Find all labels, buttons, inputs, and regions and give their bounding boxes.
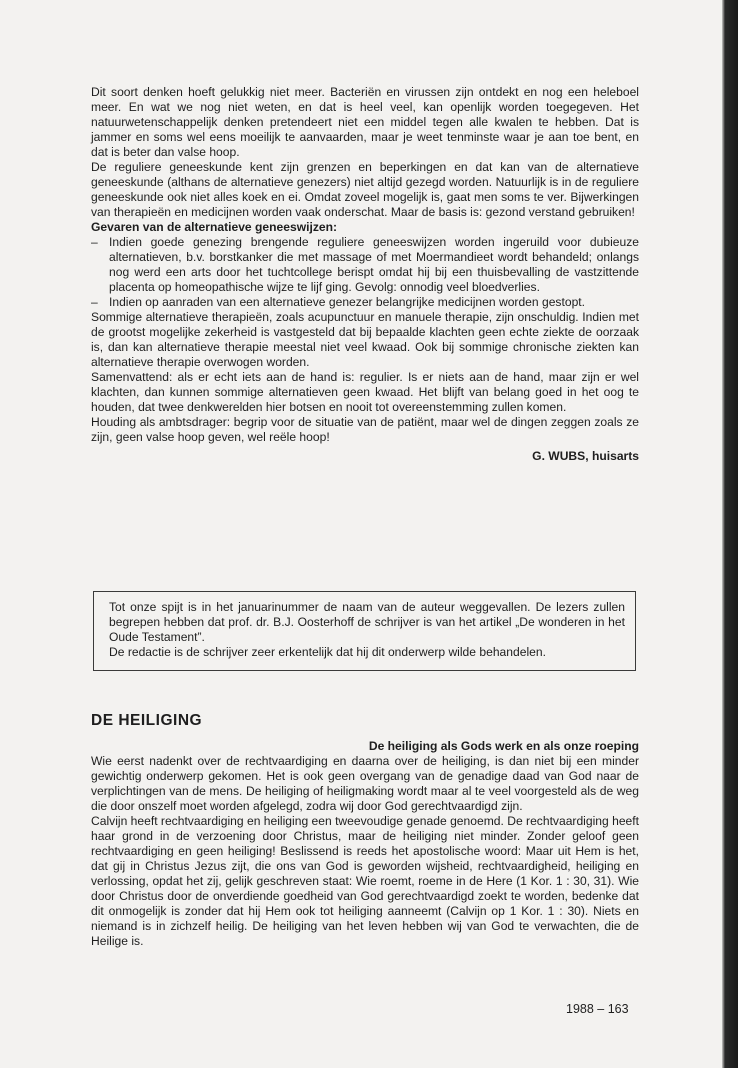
page-edge-shadow <box>722 0 738 1068</box>
list-item-text: Indien op aanraden van een alternatieve genezer belangrijke medicijnen worden gestopt. <box>109 295 586 309</box>
paragraph: Dit soort denken hoeft gelukkig niet meer. Bacteriën en virussen zijn ontdekt en nog een heleboel meer. En wat we nog niet weten, en dat is heel veel, kan openlijk worden toegegeven. Het natuurwetenschappelijk denken pretendeert niet een middel tegen alle kwalen te hebben. Dat is jammer en soms wel eens moeilijk te aanvaarden, maar je weet tenminste waar je aan toe bent, en dat is beter dan valse hoop. <box>91 85 639 159</box>
section-title: DE HEILIGING <box>91 712 203 729</box>
note-paragraph: Tot onze spijt is in het januarinummer de naam van de auteur weggevallen. De lezers zullen begrepen hebben dat prof. dr. B.J. Oosterhoff de schrijver is van het artikel „De wonderen in het Oude Testament”. <box>109 600 625 644</box>
list-dash: – <box>91 235 98 249</box>
editorial-note-box <box>93 591 636 671</box>
author-signature: G. WUBS, huisarts <box>532 449 639 463</box>
note-paragraph: De redactie is de schrijver zeer erkentelijk dat hij dit onderwerp wilde behandelen. <box>109 645 546 659</box>
paragraph: De reguliere geneeskunde kent zijn grenzen en beperkingen en dat kan van de alternatieve geneeskunde (althans de alternatieve genezers) niet altijd gezegd worden. Natuurlijk is in de reguliere geneeskunde ook niet alles koek en ei. Omdat zoveel mogelijk is, gaat men soms te ver. Bijwerkingen van therapieën en medicijnen worden vaak onderschat. Maar de basis is: gezond verstand gebruiken! <box>91 160 639 219</box>
article-sanctification <box>91 739 639 949</box>
dangers-heading: Gevaren van de alternatieve geneeswijzen: <box>91 220 338 234</box>
paragraph: Sommige alternatieve therapieën, zoals acupunctuur en manuele therapie, zijn onschuldig. Indien met de grootst mogelijke zekerheid is vastgesteld dat bij bepaalde klachten geen echte ziekte de oorzaak is, dan kan alternatieve therapie meestal niet veel kwaad. Ook bij sommige chronische ziekten kan alternatieve therapie overwogen worden. <box>91 310 639 369</box>
list-item-text: Indien goede genezing brengende reguliere geneeswijzen worden ingeruild voor dubieuze alternatieven, b.v. borstkanker die met massage of met Moermandieet wordt behandeld; onlangs nog werd een arts door het tuchtcollege berispt omdat hij bij een thuisbevalling de vastzittende placenta op homeopathische wijze te lijf ging. Gevolg: onnodig veel bloedverlies. <box>109 235 639 294</box>
paragraph: Houding als ambtsdrager: begrip voor de situatie van de patiënt, maar wel de dingen zeggen zoals ze zijn, geen valse hoop geven, wel reële hoop! <box>91 415 639 444</box>
section-subtitle: De heiliging als Gods werk en als onze roeping <box>368 739 639 753</box>
paragraph: Calvijn heeft rechtvaardiging en heiliging een tweevoudige genade genoemd. De rechtvaardiging heeft haar grond in de verzoening door Christus, maar de heiliging niet minder. Zonder geloof geen rechtvaardiging en geen heiliging! Beslissend is reeds het apostolische woord: Maar uit Hem is het, dat gij in Christus Jezus zijt, die ons van God is geworden wijsheid, rechtvaardigheid, heiliging en verlossing, opdat het zij, gelijk geschreven staat: Wie roemt, roeme in de Here (1 Kor. 1 : 30, 31). Wie door Christus door de onverdiende goedheid van God gerechtvaardigd zoekt te worden, bedenke dat dit onmogelijk is zonder dat hij Hem ook tot heiliging aanneemt (Calvijn op 1 Kor. 1 : 30). Niets en niemand is in zichzelf heilig. De heiliging van het leven hebben wij van God te verwachten, die de Heilige is. <box>91 814 639 948</box>
paragraph: Samenvattend: als er echt iets aan de hand is: regulier. Is er niets aan de hand, maar zijn er wel klachten, dan kunnen sommige alternatieven geen kwaad. Het blijft van belang goed in het oog te houden, dat twee denkwerelden hier botsen en nooit tot overeenstemming zullen komen. <box>91 370 639 414</box>
list-item <box>91 295 639 310</box>
list-dash: – <box>91 295 98 309</box>
page-number: 1988 – 163 <box>566 1002 629 1016</box>
paragraph: Wie eerst nadenkt over de rechtvaardiging en daarna over de heiliging, is dan niet bij een minder gewichtig onderwerp gekomen. Het is ook geen overgang van de genadige daad van God naar de verplichtingen van de mens. De heiliging of heiligmaking wordt maar al te veel voorgesteld als de weg die door onszelf moet worden afgelegd, zodra wij door God gerechtvaardigd zijn. <box>91 754 639 813</box>
list-item <box>91 235 639 295</box>
article-alternative-medicine <box>91 85 639 464</box>
